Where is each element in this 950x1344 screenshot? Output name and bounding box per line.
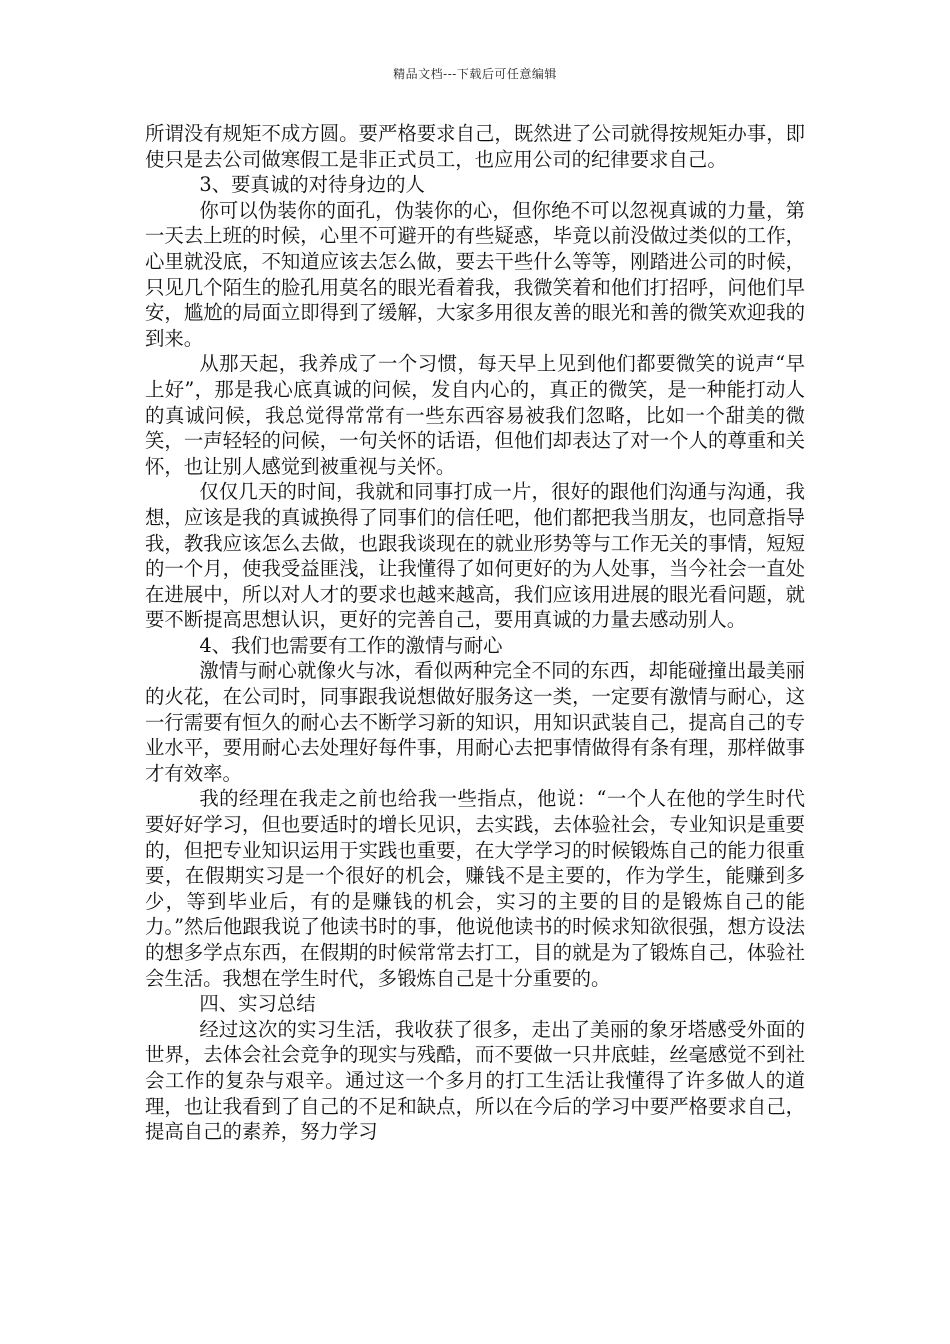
paragraph: 从那天起，我养成了一个习惯，每天早上见到他们都要微笑的说声“早上好”，那是我心底真诚的问候，发自内心的，真正的微笑，是一种能打动人的真诚问候，我总觉得常常有一些东西容易被我们忽略，比如一个甜美的微笑，一声轻轻的问候，一句关怀的话语，但他们却表达了对一个人的尊重和关怀，也让别人感觉到被重视与关怀。 [145,352,805,478]
paragraph-continuation: 所谓没有规矩不成方圆。要严格要求自己，既然进了公司就得按规矩办事，即使只是去公司做寒假工是非正式员工，也应用公司的纪律要求自己。 [145,122,805,171]
paragraph: 你可以伪装你的面孔，伪装你的心，但你绝不可以忽视真诚的力量，第一天去上班的时候，心里不可避开的有些疑惑，毕竟以前没做过类似的工作，心里就没底，不知道应该去怎么做，要去干些什么等等，刚踏进公司的时候，只见几个陌生的脸孔用莫名的眼光看着我，我微笑着和他们打招呼，问他们早安，尴尬的局面立即得到了缓解，大家多用很友善的眼光和善的微笑欢迎我的到来。 [145,198,805,350]
section-heading: 四、实习总结 [199,992,316,1016]
document-body [145,121,805,1145]
page-header: 精品文档---下载后可任意编辑 [393,67,557,81]
paragraph: 激情与耐心就像火与冰，看似两种完全不同的东西，却能碰撞出最美丽的火花，在公司时，同事跟我说想做好服务这一类，一定要有激情与耐心，这一行需要有恒久的耐心去不断学习新的知识，用知识武装自己，提高自己的专业水平，要用耐心去处理好每件事，用耐心去把事情做得有条有理，那样做事才有效率。 [145,659,805,785]
paragraph: 我的经理在我走之前也给我一些指点，他说：“一个人在他的学生时代要好好学习，但也要适时的增长见识，去实践，去体验社会，专业知识是重要的，但把专业知识运用于实践也重要，在大学学习的时候锻炼自己的能力很重要，在假期实习是一个很好的机会，赚钱不是主要的，作为学生，能赚到多少，等到毕业后，有的是赚钱的机会，实习的主要的目的是锻炼自己的能力。”然后他跟我说了他读书时的事，他说他读书的时候求知欲很强，想方设法的想多学点东西，在假期的时候常常去打工，目的就是为了锻炼自己，体验社会生活。我想在学生时代，多锻炼自己是十分重要的。 [145,787,805,990]
paragraph: 经过这次的实习生活，我收获了很多，走出了美丽的象牙塔感受外面的世界，去体会社会竞争的现实与残酷，而不要做一只井底蛙，丝毫感觉不到社会工作的复杂与艰辛。通过这一个多月的打工生活让我懂得了许多做人的道理，也让我看到了自己的不足和缺点，所以在今后的学习中要严格要求自己，提高自己的素养，努力学习 [145,1017,805,1144]
section-heading: 3、要真诚的对待身边的人 [199,173,425,197]
paragraph: 仅仅几天的时间，我就和同事打成一片，很好的跟他们沟通与沟通，我想，应该是我的真诚换得了同事们的信任吧，他们都把我当朋友，也同意指导我，教我应该怎么去做，也跟我谈现在的就业形势等与工作无关的事情，短短的一个月，使我受益匪浅，让我懂得了如何更好的为人处事，当今社会一直处在进展中，所以对人才的要求也越来越高，我们应该用进展的眼光看问题，就要不断提高思想认识，更好的完善自己，要用真诚的力量去感动别人。 [145,480,805,632]
section-heading: 4、我们也需要有工作的激情与耐心 [199,633,503,657]
